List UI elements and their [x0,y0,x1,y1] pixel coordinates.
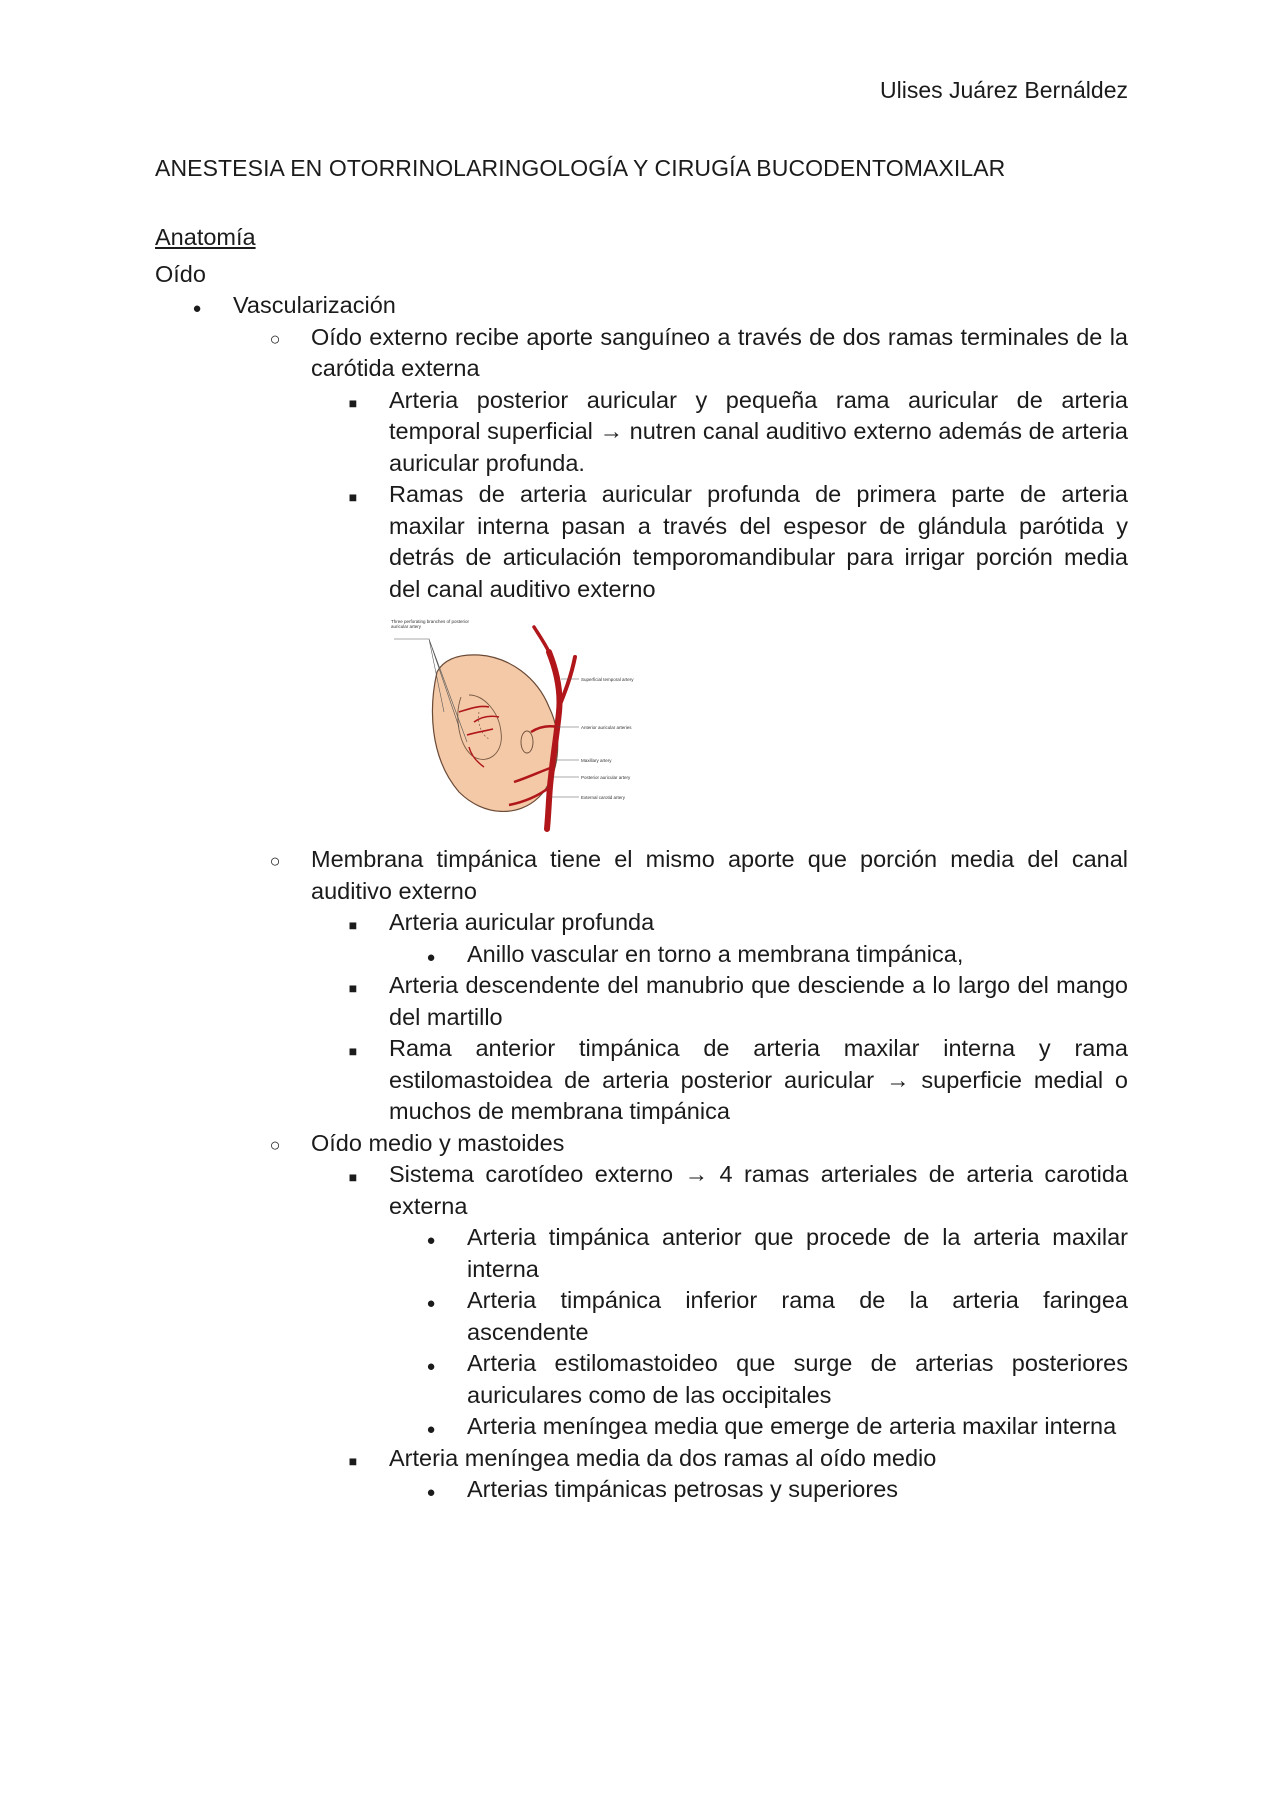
list-item-text: Arteria posterior auricular y pequeña rama auricular de arteria temporal superficial → nutren canal auditivo externo además de arteria auricular profunda. [389,386,1128,476]
outline-list-continued [155,844,1128,1506]
section-heading: Anatomía [155,224,256,250]
list-item-text: Oído medio y mastoides [311,1129,565,1156]
bullet-disc-icon [419,1474,443,1509]
list-item [155,322,1128,385]
list-item-text: Arteria timpánica anterior que procede de la arteria maxilar interna [467,1224,1128,1282]
list-item [155,844,1128,907]
list-item [155,1128,1128,1160]
list-item [155,1411,1128,1443]
list-item-text: Anillo vascular en torno a membrana timpánica, [467,940,964,967]
list-item [155,1222,1128,1285]
outline-list [155,290,1128,605]
figure-label-superficial-temporal: Superficial temporal artery [581,677,634,682]
list-item-text: Sistema carotídeo externo → 4 ramas arteriales de arteria carotida externa [389,1161,1128,1219]
list-item [155,1159,1128,1222]
list-item [155,1033,1128,1128]
figure-label-external-carotid: External carotid artery [581,795,626,800]
bullet-disc-icon [419,1348,443,1383]
list-item [155,939,1128,971]
document-title: ANESTESIA EN OTORRINOLARINGOLOGÍA Y CIRUGÍA BUCODENTOMAXILAR [155,155,1006,181]
list-item [155,1474,1128,1506]
bullet-disc-icon [419,1285,443,1320]
figure-label-anterior-auricular: Anterior auricular arteries [581,725,632,730]
superficial-temporal-artery [559,657,575,707]
list-item-text: Arteria timpánica inferior rama de la arteria faringea ascendente [467,1287,1128,1345]
bullet-square-icon [341,1443,365,1478]
bullet-disc-icon [185,290,209,325]
bullet-disc-icon [419,1411,443,1446]
list-item-text: Arteria auricular profunda [389,909,655,935]
list-item [155,970,1128,1033]
bullet-circle-icon [263,844,287,878]
list-item [155,385,1128,480]
temporal-branch [534,627,549,652]
bullet-disc-icon [419,1222,443,1257]
list-item-text: Rama anterior timpánica de arteria maxilar interna y rama estilomastoidea de arteria posterior auricular → superficie medial o muchos de membrana timpánica [389,1035,1128,1124]
list-item-text: Ramas de arteria auricular profunda de primera parte de arteria maxilar interna pasan a través del espesor de glándula parótida y detrás de articulación temporomandibular para irrigar porción media del canal auditivo externo [389,481,1128,602]
figure-label-posterior-auricular: Posterior auricular artery [581,775,631,780]
list-item-text: Arteria estilomastoideo que surge de arterias posteriores auriculares como de las occipitales [467,1350,1128,1408]
list-item-text: Membrana timpánica tiene el mismo aporte que porción media del canal auditivo externo [311,846,1128,904]
bullet-square-icon [341,479,365,514]
bullet-square-icon [341,385,365,420]
head-outline [432,655,557,812]
list-item-text: Arteria descendente del manubrio que desciende a lo largo del mango del martillo [389,972,1128,1030]
list-item-text: Arterias timpánicas petrosas y superiores [467,1476,899,1502]
bullet-square-icon [341,1159,365,1194]
bullet-square-icon [341,970,365,1005]
list-item [155,1285,1128,1348]
list-item-text: Oído externo recibe aporte sanguíneo a través de dos ramas terminales de la carótida externa [311,323,1128,381]
list-item-text: Arteria meníngea media da dos ramas al oído medio [389,1444,937,1471]
list-item [155,479,1128,605]
list-item [155,1443,1128,1475]
bullet-square-icon [341,907,365,942]
author-name: Ulises Juárez Bernáldez [879,77,1128,103]
bullet-circle-icon [263,322,287,356]
figure-label-maxillary: Maxillary artery [581,758,612,763]
list-item [155,1348,1128,1411]
list-item-text: Arteria meníngea media que emerge de arteria maxilar interna [467,1413,1117,1439]
ear-vascularization-figure [389,617,669,832]
figure-label-perforating: Three perforating branches of posterior auricular artery [391,619,470,629]
list-item [155,290,1128,322]
bullet-circle-icon [263,1128,287,1162]
bullet-disc-icon [419,939,443,974]
bullet-square-icon [341,1033,365,1068]
subsection-heading: Oído [155,260,206,287]
document-body [155,222,1128,1506]
list-item-text: Vascularización [233,292,396,318]
list-item [155,907,1128,939]
